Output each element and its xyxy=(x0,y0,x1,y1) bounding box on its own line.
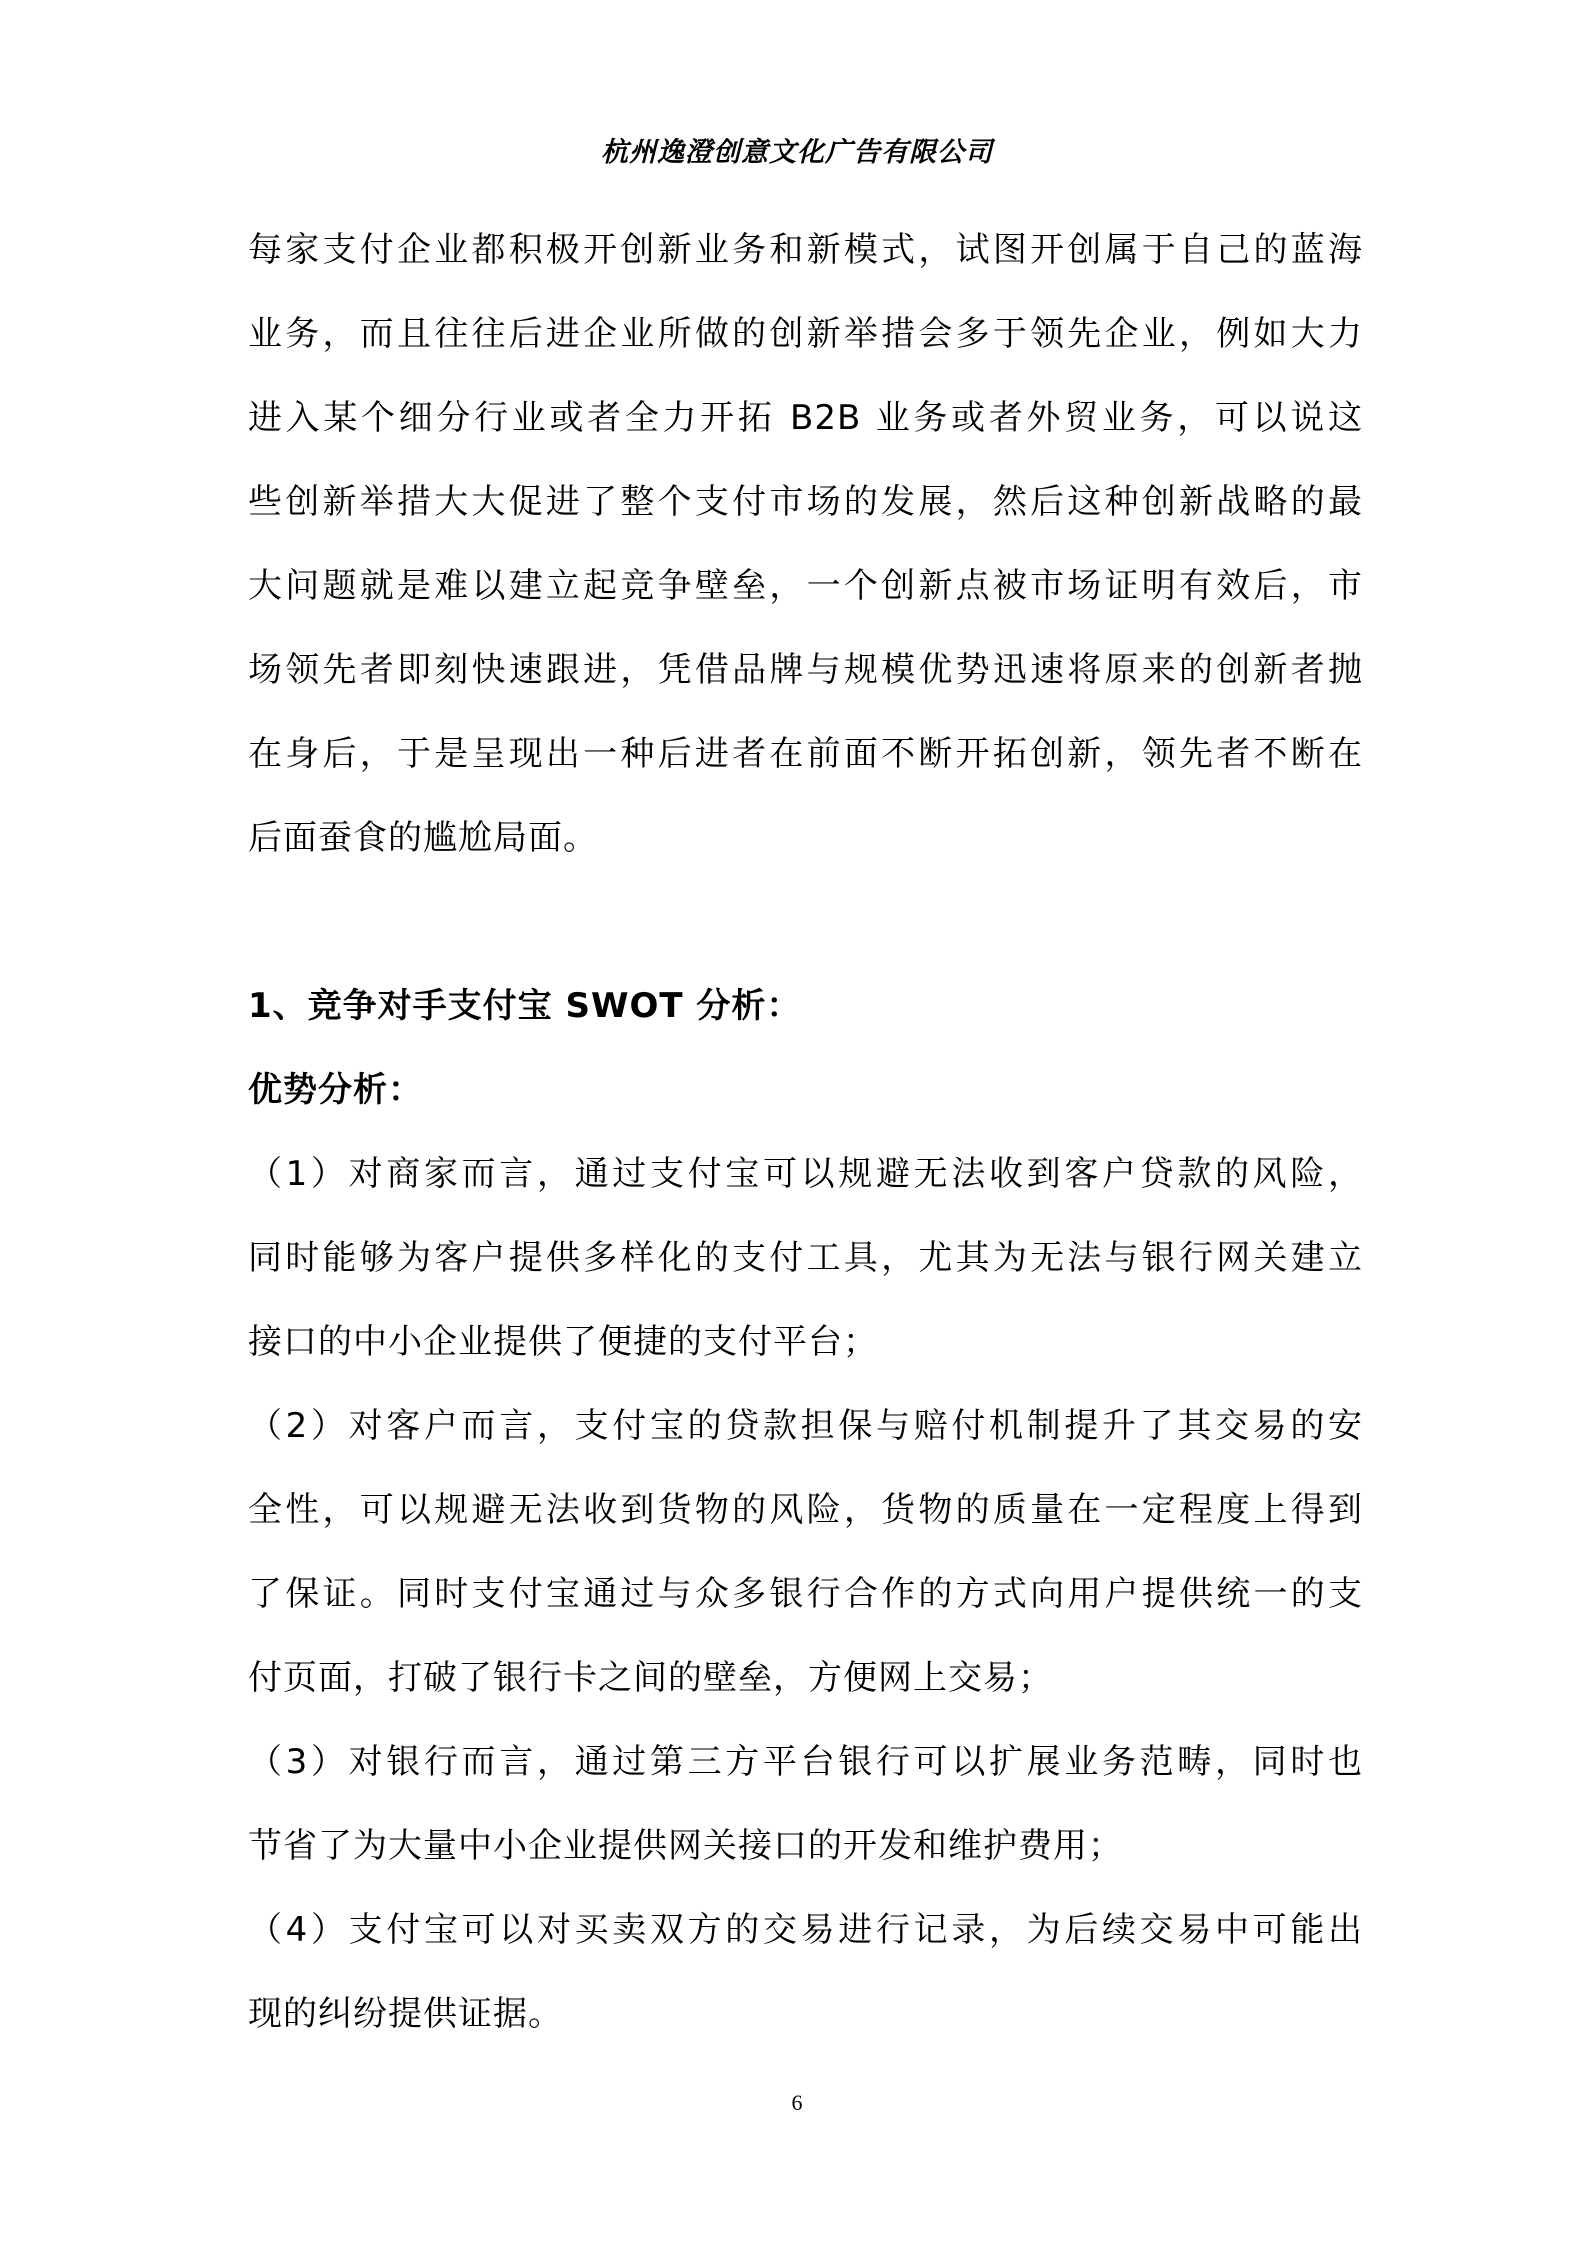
text-line: （3）对银行而言，通过第三方平台银行可以扩展业务范畴，同时也 xyxy=(248,1742,1363,1782)
text-line: （1）对商家而言，通过支付宝可以规避无法收到客户贷款的风险， xyxy=(248,1154,1363,1194)
text-line: （2）对客户而言，支付宝的贷款担保与赔付机制提升了其交易的安 xyxy=(248,1406,1363,1446)
section-heading: 1、竞争对手支付宝 SWOT 分析： xyxy=(248,986,802,1026)
page-number: 6 xyxy=(791,2090,803,2115)
page-header-company-name: 杭州逸澄创意文化广告有限公司 xyxy=(601,137,993,168)
paragraph-intro xyxy=(248,208,1363,880)
list-item-2 xyxy=(248,1384,1363,1720)
text-line: 些创新举措大大促进了整个支付市场的发展，然后这种创新战略的最 xyxy=(248,482,1363,522)
text-line: 全性，可以规避无法收到货物的风险，货物的质量在一定程度上得到 xyxy=(248,1490,1363,1530)
text-line: 付页面，打破了银行卡之间的壁垒，方便网上交易； xyxy=(248,1658,1053,1698)
text-line: 大问题就是难以建立起竞争壁垒，一个创新点被市场证明有效后，市 xyxy=(248,566,1363,606)
text-line: 接口的中小企业提供了便捷的支付平台； xyxy=(248,1322,878,1362)
text-line: 同时能够为客户提供多样化的支付工具，尤其为无法与银行网关建立 xyxy=(248,1238,1363,1278)
paragraph-spacer xyxy=(248,880,1363,964)
text-line: 现的纠纷提供证据。 xyxy=(248,1994,563,2034)
subheading-strengths: 优势分析： xyxy=(248,1070,423,1110)
text-line: 在身后，于是呈现出一种后进者在前面不断开拓创新，领先者不断在 xyxy=(248,734,1363,774)
text-line: 进入某个细分行业或者全力开拓 B2B 业务或者外贸业务，可以说这 xyxy=(248,398,1363,438)
list-item-4 xyxy=(248,1888,1363,2056)
text-line: 节省了为大量中小企业提供网关接口的开发和维护费用； xyxy=(248,1826,1123,1866)
page-body xyxy=(248,208,1363,2056)
text-line: 业务，而且往往后进企业所做的创新举措会多于领先企业，例如大力 xyxy=(248,314,1363,354)
text-line: 场领先者即刻快速跟进，凭借品牌与规模优势迅速将原来的创新者抛 xyxy=(248,650,1363,690)
text-line: 后面蚕食的尴尬局面。 xyxy=(248,818,598,858)
text-line: （4）支付宝可以对买卖双方的交易进行记录，为后续交易中可能出 xyxy=(248,1910,1363,1950)
text-line: 每家支付企业都积极开创新业务和新模式，试图开创属于自己的蓝海 xyxy=(248,230,1363,270)
text-line: 了保证。同时支付宝通过与众多银行合作的方式向用户提供统一的支 xyxy=(248,1574,1363,1614)
list-item-3 xyxy=(248,1720,1363,1888)
list-item-1 xyxy=(248,1132,1363,1384)
